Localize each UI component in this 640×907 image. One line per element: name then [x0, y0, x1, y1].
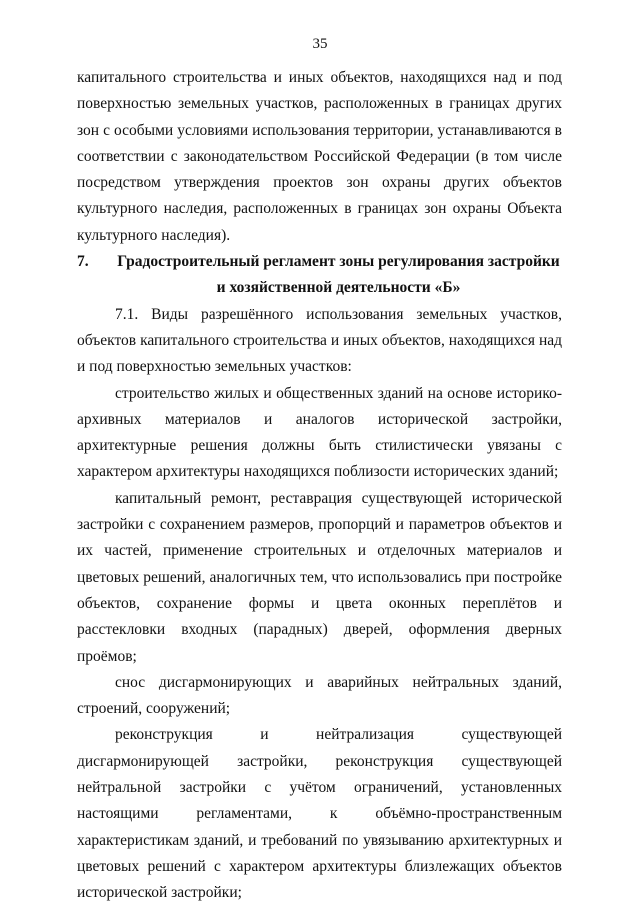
section-heading [77, 249, 562, 302]
section-number: 7. [77, 253, 89, 271]
page-number: 35 [312, 36, 328, 52]
list-item-construction: строительство жилых и общественных зданий на основе историко-архивных материалов и аналогов исторической застройки, архитектурные решения должны быть стилистически увязаны с характером архитектуры находящихся поблизости исторических зданий; [77, 384, 562, 481]
section-title: Градостроительный регламент зоны регулирования застройки и хозяйственной деятельности «Б» [117, 253, 560, 297]
paragraph-7-1: 7.1. Виды разрешённого использования земельных участков, объектов капитального строительства и иных объектов, находящихся над и под поверхностью земельных участков: [77, 305, 562, 376]
list-item-reconstruction: реконструкция и нейтрализация существующей дисгармонирующей застройки, реконструкция существующей нейтральной застройки с учётом ограничений, установленных настоящими регламентами, к объёмно-пространственным характеристикам зданий, и требований по увязыванию архитектурных и цветовых решений с характером архитектуры близлежащих объектов исторической застройки; [77, 726, 562, 902]
paragraph-continuation: капитального строительства и иных объектов, находящихся над и под поверхностью земельных участков, расположенных в границах других зон с особыми условиями использования территории, устанавливаются в соответствии с законодательством Российской Федерации (в том числе посредством утверждения проектов зон охраны других объектов культурного наследия, расположенных в границах зон охраны Объекта культурного наследия). [77, 69, 562, 244]
document-body [77, 65, 562, 907]
list-item-restoration: капитальный ремонт, реставрация существующей исторической застройки с сохранением размеров, пропорций и параметров объектов и их частей, применение строительных и отделочных материалов и цветовых решений, аналогичных тем, что использовались при постройке объектов, сохранение формы и цвета оконных переплётов и расстекловки входных (парадных) дверей, оформления дверных проёмов; [77, 489, 562, 665]
list-item-demolition: снос дисгармонирующих и аварийных нейтральных зданий, строений, сооружений; [77, 673, 562, 718]
